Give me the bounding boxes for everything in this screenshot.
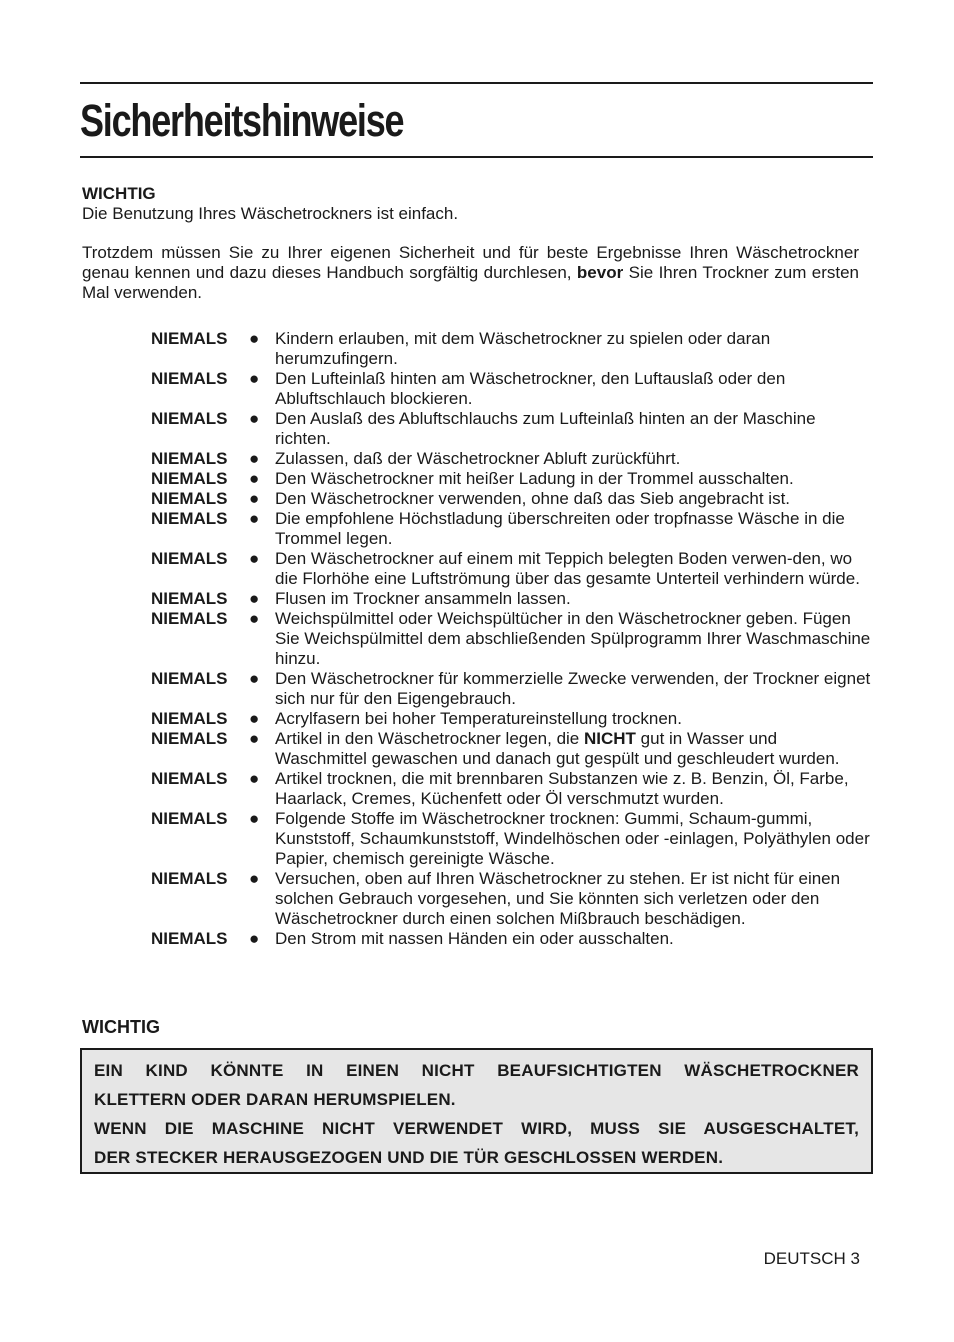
rule-label: NIEMALS	[151, 729, 228, 748]
rule-label: NIEMALS	[151, 549, 228, 568]
rule-item	[151, 929, 873, 949]
warning-line: KLETTERN ODER DARAN HERUMSPIELEN.	[94, 1090, 456, 1109]
rule-item	[151, 669, 873, 709]
rule-text: Den Lufteinlaß hinten am Wäschetrockner, den Luftauslaß oder den Abluftschlauch blockieren.	[275, 369, 786, 408]
rule-label: NIEMALS	[151, 369, 228, 388]
intro-heading: WICHTIG	[82, 184, 156, 203]
bullet-icon: ●	[249, 369, 260, 388]
rule-label: NIEMALS	[151, 809, 228, 828]
rule-label: NIEMALS	[151, 469, 228, 488]
bullet-icon: ●	[249, 549, 260, 568]
bullet-icon: ●	[249, 329, 260, 348]
rule-label: NIEMALS	[151, 489, 228, 508]
warning-line: WENN DIE MASCHINE NICHT VERWENDET WIRD, MUSS SIE AUSGESCHALTET,	[94, 1119, 859, 1138]
rule-label: NIEMALS	[151, 769, 228, 788]
bullet-icon: ●	[249, 409, 260, 428]
rule-text: Artikel in den Wäschetrockner legen, die NICHT gut in Wasser und Waschmittel gewaschen und danach gut gespült und geschleudert wurden.	[275, 729, 840, 768]
bullet-icon: ●	[249, 809, 260, 828]
bullet-icon: ●	[249, 509, 260, 528]
warning-line: DER STECKER HERAUSGEZOGEN UND DIE TÜR GESCHLOSSEN WERDEN.	[94, 1148, 724, 1167]
rule-item	[151, 509, 873, 549]
rule-item	[151, 729, 873, 769]
rule-text: Den Wäschetrockner mit heißer Ladung in der Trommel ausschalten.	[275, 469, 794, 488]
rule-label: NIEMALS	[151, 929, 228, 948]
rule-text: Acrylfasern bei hoher Temperatureinstellung trocknen.	[275, 709, 682, 728]
rule-text: Den Wäschetrockner für kommerzielle Zwecke verwenden, der Trockner eignet sich nur für den Eigengebrauch.	[275, 669, 871, 708]
bottom-heading: WICHTIG	[82, 1017, 160, 1037]
rule-label: NIEMALS	[151, 589, 228, 608]
bullet-icon: ●	[249, 469, 260, 488]
rule-text: Den Auslaß des Abluftschlauchs zum Lufteinlaß hinten an der Maschine richten.	[275, 409, 816, 448]
intro-paragraph-bold: bevor	[576, 263, 624, 282]
rule-label: NIEMALS	[151, 509, 228, 528]
rule-text: Artikel trocknen, die mit brennbaren Substanzen wie z. B. Benzin, Öl, Farbe, Haarlack, Cremes, Küchenfett oder Öl verschmutzt wurden.	[275, 769, 849, 808]
rule-item	[151, 329, 873, 369]
child-safety-warning-box	[80, 1048, 873, 1174]
rule-label: NIEMALS	[151, 609, 228, 628]
bullet-icon: ●	[249, 669, 260, 688]
rule-item	[151, 549, 873, 589]
page-footer: DEUTSCH 3	[763, 1249, 860, 1268]
bullet-icon: ●	[249, 929, 260, 948]
rule-text: Weichspülmittel oder Weichspültücher in den Wäschetrockner geben. Fügen Sie Weichspülmittel dem abschließenden Spülprogramm Ihrer Waschmaschine hinzu.	[275, 609, 871, 668]
rule-item	[151, 489, 873, 509]
rule-item	[151, 469, 873, 489]
rule-text: Flusen im Trockner ansammeln lassen.	[275, 589, 571, 608]
rule-item	[151, 609, 873, 669]
rule-item	[151, 369, 873, 409]
intro-paragraph	[82, 243, 859, 303]
intro-paragraph-before: Trotzdem müssen Sie zu Ihrer eigenen Sicherheit und für beste Ergebnisse Ihren Wäschetrockner genau kennen und dazu dieses Handbuch sorgfältig durchlesen,	[82, 243, 859, 282]
rule-item	[151, 449, 873, 469]
warning-line: EIN KIND KÖNNTE IN EINEN NICHT BEAUFSICHTIGTEN WÄSCHETROCKNER	[94, 1061, 859, 1080]
rule-label: NIEMALS	[151, 409, 228, 428]
rule-text: Den Wäschetrockner verwenden, ohne daß das Sieb angebracht ist.	[275, 489, 791, 508]
bullet-icon: ●	[249, 609, 260, 628]
rule-item	[151, 869, 873, 929]
rule-text: Kindern erlauben, mit dem Wäschetrockner zu spielen oder daran herumzufingern.	[275, 329, 771, 368]
bullet-icon: ●	[249, 709, 260, 728]
bullet-icon: ●	[249, 489, 260, 508]
rule-label: NIEMALS	[151, 869, 228, 888]
rule-text: Den Strom mit nassen Händen ein oder ausschalten.	[275, 929, 674, 948]
rule-text: Den Wäschetrockner auf einem mit Teppich belegten Boden verwen-den, wo die Florhöhe eine Luftströmung über das gesamte Unterteil verhindern würde.	[275, 549, 860, 588]
rule-text: Versuchen, oben auf Ihren Wäschetrockner zu stehen. Er ist nicht für einen solchen Gebrauch vorgesehen, und Sie könnten sich verletzen oder den Wäschetrockner durch einen solchen Mißbrauch beschädigen.	[275, 869, 841, 928]
bullet-icon: ●	[249, 589, 260, 608]
rule-item	[151, 809, 873, 869]
bullet-icon: ●	[249, 869, 260, 888]
rule-text: Die empfohlene Höchstladung überschreiten oder tropfnasse Wäsche in die Trommel legen.	[275, 509, 845, 548]
intro-text: Die Benutzung Ihres Wäschetrockners ist einfach.	[82, 204, 459, 223]
rule-item	[151, 409, 873, 449]
rule-text: Zulassen, daß der Wäschetrockner Abluft zurückführt.	[275, 449, 681, 468]
rule-item	[151, 589, 873, 609]
bullet-icon: ●	[249, 729, 260, 748]
rule-label: NIEMALS	[151, 669, 228, 688]
page-title: Sicherheitshinweise	[80, 95, 404, 146]
niemals-rules-list	[151, 329, 873, 949]
rule-item	[151, 769, 873, 809]
title-bottom-rule	[80, 156, 873, 158]
rule-label: NIEMALS	[151, 329, 228, 348]
rule-label: NIEMALS	[151, 449, 228, 468]
title-top-rule	[80, 82, 873, 84]
bullet-icon: ●	[249, 449, 260, 468]
rule-text: Folgende Stoffe im Wäschetrockner trocknen: Gummi, Schaum-gummi, Kunststoff, Schaumkunststoff, Windelhöschen oder -einlagen, Polyäthylen oder Papier, chemisch gereinigte Wäsche.	[275, 809, 870, 868]
bullet-icon: ●	[249, 769, 260, 788]
intro-paragraph-after: Sie Ihren Trockner zum ersten Mal verwenden.	[82, 263, 859, 302]
rule-item	[151, 709, 873, 729]
rule-label: NIEMALS	[151, 709, 228, 728]
